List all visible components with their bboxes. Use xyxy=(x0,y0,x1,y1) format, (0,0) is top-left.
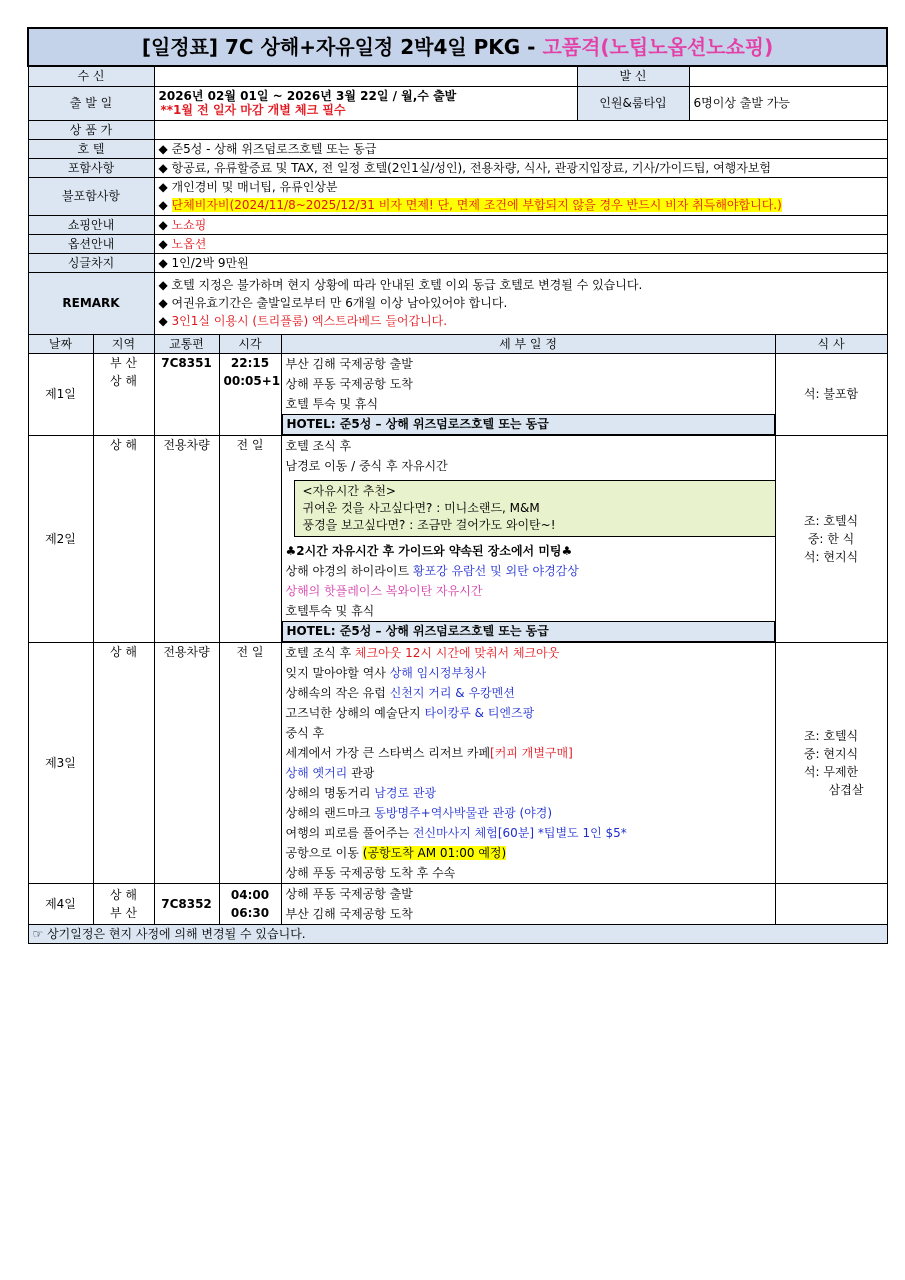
time-cell: 전 일 xyxy=(219,642,281,883)
page-title xyxy=(28,28,887,66)
col-time: 시각 xyxy=(219,334,281,353)
group-value: 6명이상 출발 가능 xyxy=(689,86,887,120)
detail-line: 상해 야경의 하이라이트 황포강 유람선 및 외탄 야경감상 xyxy=(285,563,579,578)
exclude-item-visa: ◆ 단체비자비(2024/11/8~2025/12/31 비자 면제! 단, 면제 조건에 부합되지 않을 경우 반드시 비자 취득해야합니다.) xyxy=(158,198,782,212)
detail-line: 상해속의 작은 유럽 신천지 거리 & 우캉멘션 xyxy=(285,685,515,700)
detail-line: 상해 푸동 국제공항 출발 xyxy=(285,886,413,901)
shopping-label: 쇼핑안내 xyxy=(28,215,154,234)
transport-cell: 전용차량 xyxy=(154,435,219,642)
shopping-cell: ◆ 노쇼핑 xyxy=(154,215,887,234)
detail-line: 여행의 피로를 풀어주는 전신마사지 체험[60분] *팁별도 1인 $5* xyxy=(285,825,627,840)
day-label: 제3일 xyxy=(28,642,93,883)
flight-number: 7C8351 xyxy=(154,353,219,435)
exclude-item: ◆ 개인경비 및 매너팁, 유류인상분 xyxy=(158,180,338,194)
remark-item: ◆ 3인1실 이용시 (트리플룸) 엑스트라베드 들어갑니다. xyxy=(158,314,448,328)
detail-line: 호텔 투숙 및 휴식 xyxy=(285,396,379,411)
price-value xyxy=(154,120,887,139)
detail-line: 호텔 조식 후 체크아웃 12시 시간에 맞춰서 체크아웃 xyxy=(285,645,560,660)
remark-triple: 3인1실 이용시 (트리플룸) 엑스트라베드 들어갑니다. xyxy=(171,314,448,328)
col-meal: 식 사 xyxy=(775,334,887,353)
hotel-line: HOTEL: 준5성 – 상해 위즈덤로즈호텔 또는 동급 xyxy=(282,414,775,435)
region-cell: 상 해 xyxy=(93,435,154,642)
detail-line: 세계에서 가장 큰 스타벅스 리저브 카페[커피 개별구매] xyxy=(285,745,573,760)
detail-line: 고즈넉한 상해의 예술단지 타이캉루 & 티엔즈팡 xyxy=(285,705,535,720)
flight-number: 7C8352 xyxy=(154,883,219,924)
day-label: 제2일 xyxy=(28,435,93,642)
detail-line: 상해의 핫플레이스 복와이탄 자유시간 xyxy=(285,583,483,598)
time-cell: 04:00 06:30 xyxy=(219,883,281,924)
day-row xyxy=(28,883,887,924)
meal-cell: 석: 불포함 xyxy=(775,353,887,435)
col-date: 날짜 xyxy=(28,334,93,353)
title-highlight: 고품격(노팁노옵션노쇼핑) xyxy=(542,35,774,59)
detail-line: 상해 푸동 국제공항 도착 xyxy=(285,376,413,391)
region-cell: 상 해 부 산 xyxy=(93,883,154,924)
include-label: 포함사항 xyxy=(28,158,154,177)
price-label: 상 품 가 xyxy=(28,120,154,139)
detail-cell xyxy=(281,642,775,883)
footer-note: ☞ 상기일정은 현지 사정에 의해 변경될 수 있습니다. xyxy=(28,924,887,943)
day-row xyxy=(28,353,887,435)
col-transport: 교통편 xyxy=(154,334,219,353)
detail-line: 상해의 명동거리 남경로 관광 xyxy=(285,785,437,800)
option-value: 노옵션 xyxy=(171,236,207,251)
detail-line: 부산 김해 국제공항 도착 xyxy=(285,906,413,921)
remark-item: ◆ 호텔 지정은 불가하며 현지 상황에 따라 안내된 호텔 이외 동급 호텔로 변경될 수 있습니다. xyxy=(158,278,643,292)
detail-line: 호텔투숙 및 휴식 xyxy=(285,603,375,618)
group-label: 인원&룸타입 xyxy=(577,86,689,120)
detail-line: 상해 푸동 국제공항 도착 후 수속 xyxy=(285,865,456,880)
itinerary-table xyxy=(27,27,888,944)
meal-cell xyxy=(775,883,887,924)
detail-line: 호텔 조식 후 xyxy=(285,438,352,453)
shopping-value: 노쇼핑 xyxy=(171,217,207,232)
departure-cell xyxy=(154,86,577,120)
itinerary-sheet xyxy=(27,27,886,944)
day-row xyxy=(28,435,887,642)
remark-cell xyxy=(154,272,887,334)
detail-line: 상해 옛거리 관광 xyxy=(285,765,375,780)
day-label: 제1일 xyxy=(28,353,93,435)
single-value: ◆ 1인/2박 9만원 xyxy=(154,253,887,272)
time-cell: 22:15 00:05+1 xyxy=(219,353,281,435)
day-row xyxy=(28,642,887,883)
day-label: 제4일 xyxy=(28,883,93,924)
detail-line: ♣2시간 자유시간 후 가이드와 약속된 장소에서 미팅♣ xyxy=(285,543,573,558)
box-line: 풍경을 보고싶다면? : 조금만 걸어가도 와이탄~! xyxy=(302,517,556,532)
box-title: <자유시간 추천> xyxy=(302,483,396,498)
region-cell: 상 해 xyxy=(93,642,154,883)
time-cell: 전 일 xyxy=(219,435,281,642)
detail-line: 잊지 말아야할 역사 상해 임시정부청사 xyxy=(285,665,487,680)
hotel-value: ◆ 준5성 - 상해 위즈덤로즈호텔 또는 동급 xyxy=(154,139,887,158)
include-value: ◆ 항공료, 유류할증료 및 TAX, 전 일정 호텔(2인1실/성인), 전용차량, 식사, 관광지입장료, 기사/가이드팁, 여행자보험 xyxy=(154,158,887,177)
detail-line: 상해의 랜드마크 동방명주+역사박물관 관광 (야경) xyxy=(285,805,553,820)
box-line: 귀여운 것을 사고싶다면? : 미니소랜드, M&M xyxy=(302,500,540,515)
recipient-value xyxy=(154,66,577,86)
detail-cell xyxy=(281,353,775,435)
detail-line: 공항으로 이동 (공항도착 AM 01:00 예정) xyxy=(285,845,507,860)
col-region: 지역 xyxy=(93,334,154,353)
departure-note: **1월 전 일자 마감 개별 체크 필수 xyxy=(160,103,346,117)
detail-line: 남경로 이동 / 중식 후 자유시간 xyxy=(285,458,448,473)
hotel-line: HOTEL: 준5성 – 상해 위즈덤로즈호텔 또는 동급 xyxy=(282,621,775,642)
sender-label: 발 신 xyxy=(577,66,689,86)
exclude-cell xyxy=(154,177,887,215)
detail-cell xyxy=(281,435,775,642)
free-time-box xyxy=(294,480,776,537)
exclude-label: 불포함사항 xyxy=(28,177,154,215)
detail-line: 부산 김해 국제공항 출발 xyxy=(285,356,413,371)
remark-label: REMARK xyxy=(28,272,154,334)
single-label: 싱글차지 xyxy=(28,253,154,272)
detail-line: 중식 후 xyxy=(285,725,325,740)
sender-value xyxy=(689,66,887,86)
transport-cell: 전용차량 xyxy=(154,642,219,883)
detail-cell xyxy=(281,883,775,924)
visa-notice: 단체비자비(2024/11/8~2025/12/31 비자 면제! 단, 면제 조건에 부합되지 않을 경우 반드시 비자 취득해야합니다.) xyxy=(171,198,782,212)
meal-cell: 조: 호텔식 중: 한 식 석: 현지식 xyxy=(775,435,887,642)
recipient-label: 수 신 xyxy=(28,66,154,86)
option-label: 옵션안내 xyxy=(28,234,154,253)
departure-value: 2026년 02월 01일 ~ 2026년 3월 22일 / 월,수 출발 xyxy=(158,89,457,103)
remark-item: ◆ 여권유효기간은 출발일로부터 만 6개월 이상 남아있어야 합니다. xyxy=(158,296,508,310)
meal-cell: 조: 호텔식 중: 현지식 석: 무제한 삼겹살 xyxy=(775,642,887,883)
departure-label: 출 발 일 xyxy=(28,86,154,120)
option-cell: ◆ 노옵션 xyxy=(154,234,887,253)
col-detail: 세 부 일 정 xyxy=(281,334,775,353)
title-main: [일정표] 7C 상해+자유일정 2박4일 PKG - xyxy=(141,35,543,59)
hotel-label: 호 텔 xyxy=(28,139,154,158)
region-cell: 부 산 상 해 xyxy=(93,353,154,435)
